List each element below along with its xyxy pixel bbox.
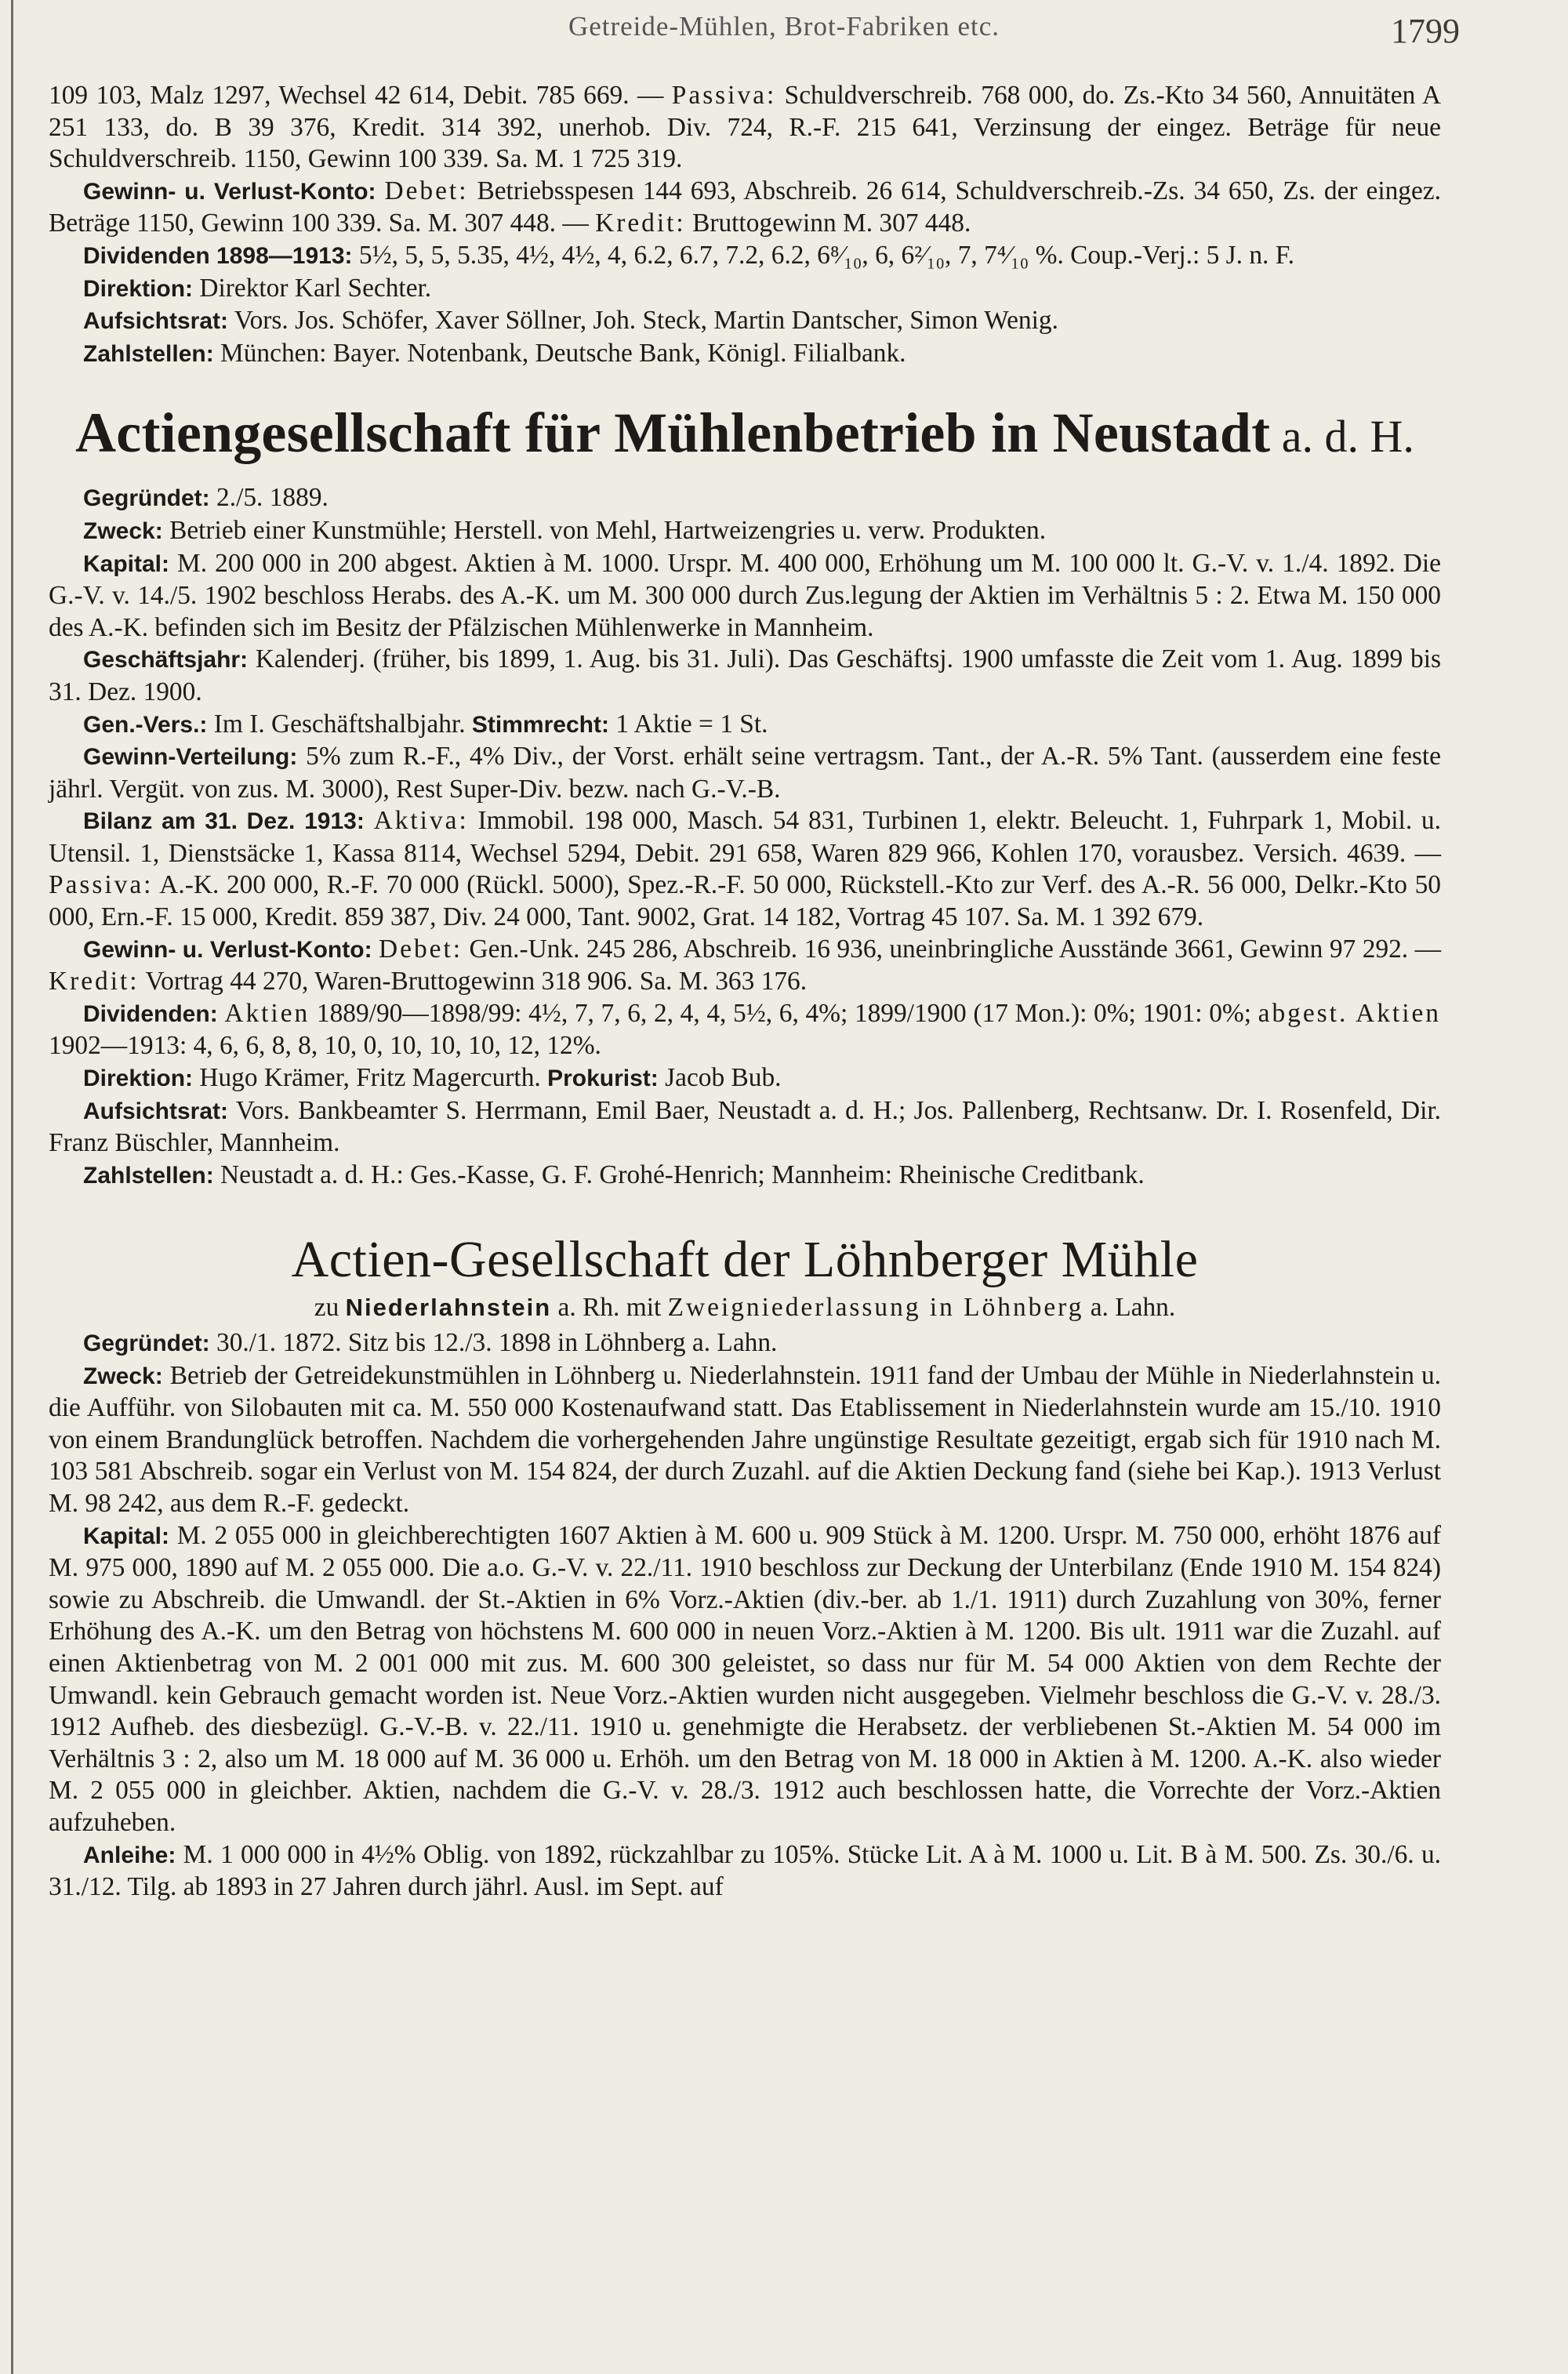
geschaeftsjahr-paragraph: Geschäftsjahr: Kalenderj. (früher, bis 1899, 1. Aug. bis 31. Juli). Das Geschäftsj. 1900 umfasste die Zeit vom 1. Aug. 1899 bis 31. Dez. 1900. <box>49 644 1441 706</box>
section-label: Gewinn-Verteilung: <box>83 744 298 771</box>
company-heading-neustadt: Actiengesellschaft für Mühlenbetrieb in Neustadt a. d. H. <box>75 401 1414 465</box>
prev-guv-paragraph: Gewinn- u. Verlust-Konto: Debet: Betriebsspesen 144 693, Abschreib. 26 614, Schuldverschreib.-Zs. 34 650, Zs. der eingez. Beträge 1150, Gewinn 100 339. Sa. M. 307 448. — Kredit: Bruttogewinn M. 307 448. <box>49 176 1441 238</box>
section-label: Zweck: <box>83 517 163 544</box>
direktion-paragraph: Direktion: Hugo Krämer, Fritz Magercurth. Prokurist: Jacob Bub. <box>83 1063 782 1093</box>
section-label: Zahlstellen: <box>83 1162 214 1189</box>
kapital-paragraph: Kapital: M. 2 055 000 in gleichberechtigten 1607 Aktien à M. 600 u. 909 Stück à M. 1200. Urspr. M. 750 000, erhöht 1876 auf M. 975 000, 1890 auf M. 2 055 000. Die a.o. G.-V. v. 22./11. 1910 beschloss zur Deckung der Unterbilanz (Ende 1910 M. 154 824) sowie zu Abschreib. die Umwandl. der St.-Aktien in 6% Vorz.-Aktien (div.-ber. ab 1./1. 1911) durch Zuzahlung von 30%, ferner Erhöhung des A.-K. um den Betrag von höchstens M. 600 000 in neuen Vorz.-Aktien à M. 1200. Bis ult. 1911 war die Zuzahl. auf einen Aktienbetrag von M. 2 001 000 mit zus. M. 600 300 geleistet, so dass nur für M. 54 000 Aktien von dem Rechte der Umwandl. kein Gebrauch gemacht worden ist. Neue Vorz.-Aktien wurden nicht ausgegeben. Vielmehr beschloss die G.-V. v. 28./3. 1912 Aufheb. des diesbezügl. G.-V.-B. v. 22./11. 1910 u. genehmigte die Herabsetz. der verbliebenen St.-Aktien M. 54 000 im Verhältnis 3 : 2, also um M. 18 000 auf M. 36 000 u. Erhöh. um den Betrag von M. 18 000 in Aktien à M. 1200. A.-K. also wieder M. 2 055 000 in gleichber. Aktien, nachdem die G.-V. v. 28./3. 1912 auch beschlossen hatte, die Vorrechte der Vorz.-Aktien aufzuheben. <box>49 1520 1441 1837</box>
section-label: Aufsichtsrat: <box>83 308 229 335</box>
section-label: Zweck: <box>83 1363 163 1389</box>
section-label: Anleihe: <box>83 1842 176 1868</box>
prev-dividenden-paragraph: Dividenden 1898—1913: 5½, 5, 5, 5.35, 4½, 4½, 4, 6.2, 6.7, 7.2, 6.2, 6⁸⁄₁₀, 6, 6²⁄₁₀, 7, 7⁴⁄₁₀ %. Coup.-Verj.: 5 J. n. F. <box>83 240 1294 270</box>
gegruendet-paragraph: Gegründet: 2./5. 1889. <box>83 483 328 513</box>
dividenden-paragraph: Dividenden: Aktien 1889/90—1898/99: 4½, 7, 7, 6, 2, 4, 4, 5½, 6, 4%; 1899/1900 (17 Mon.): 0%; 1901: 0%; abgest. Aktien 1902—1913: 4, 6, 6, 8, 8, 10, 0, 10, 10, 10, 12, 12%. <box>49 998 1441 1061</box>
section-label: Bilanz am 31. Dez. 1913: <box>83 808 365 835</box>
section-label: Kapital: <box>83 1523 170 1549</box>
section-label: Gegründet: <box>83 485 210 512</box>
company-subheading: zu Niederlahnstein a. Rh. mit Zweigniederlassung in Löhnberg a. Lahn. <box>314 1293 1176 1323</box>
section-label: Dividenden: <box>83 1000 218 1027</box>
running-title: Getreide-Mühlen, Brot-Fabriken etc. <box>568 11 1000 42</box>
body-text <box>49 80 1441 1904</box>
section-label: Dividenden 1898—1913: <box>83 242 353 269</box>
zweck-paragraph: Zweck: Betrieb der Getreidekunstmühlen in Löhnberg u. Niederlahnstein. 1911 fand der Umbau der Mühle in Niederlahnstein u. die Aufführ. von Silobauten mit ca. M. 550 000 Kostenaufwand statt. Das Etablissement in Niederlahnstein wurde am 15./10. 1910 von einem Brandunglück betroffen. Nachdem die vorhergehenden Jahre ungünstige Resultate gezeitigt, ergab sich für 1910 nach M. 103 581 Abschreib. sogar ein Verlust von M. 154 824, der durch Zuzahl. auf die Aktien Deckung fand (siehe bei Kap.). 1913 Verlust M. 98 242, aus dem R.-F. gedeckt. <box>49 1360 1441 1518</box>
section-label: Gewinn- u. Verlust-Konto: <box>83 936 372 963</box>
prev-zahlstellen-paragraph: Zahlstellen: München: Bayer. Notenbank, Deutsche Bank, Königl. Filialbank. <box>83 338 906 368</box>
section-label: Gewinn- u. Verlust-Konto: <box>83 178 376 205</box>
section-label: Aufsichtsrat: <box>83 1098 229 1124</box>
company-heading-loehnberg: Actien-Gesellschaft der Löhnberger Mühle <box>291 1231 1199 1289</box>
bilanz-paragraph: Bilanz am 31. Dez. 1913: Aktiva: Immobil. 198 000, Masch. 54 831, Turbinen 1, elektr. Beleucht. 1, Fuhrpark 1, Mobil. u. Utensil. 1, Dienstsäcke 1, Kassa 8114, Wechsel 5294, Debit. 291 658, Waren 829 966, Kohlen 170, vorausbez. Versich. 4639. — Passiva: A.-K. 200 000, R.-F. 70 000 (Rückl. 5000), Spez.-R.-F. 50 000, Rückstell.-Kto zur Verf. des A.-R. 56 000, Delkr.-Kto 50 000, Ern.-F. 15 000, Kredit. 859 387, Div. 24 000, Tant. 9002, Grat. 14 182, Vortrag 45 107. Sa. M. 1 392 679. <box>49 806 1441 932</box>
zahlstellen-paragraph: Zahlstellen: Neustadt a. d. H.: Ges.-Kasse, G. F. Grohé-Henrich; Mannheim: Rheinische Creditbank. <box>83 1160 1145 1189</box>
aufsichtsrat-paragraph: Aufsichtsrat: Vors. Bankbeamter S. Herrmann, Emil Baer, Neustadt a. d. H.; Jos. Pallenberg, Rechtsanw. Dr. I. Rosenfeld, Dir. Franz Büschler, Mannheim. <box>49 1095 1441 1158</box>
prev-balance-paragraph: 109 103, Malz 1297, Wechsel 42 614, Debit. 785 669. — Passiva: Schuldverschreib. 768 000, do. Zs.-Kto 34 560, Annuitäten A 251 133, do. B 39 376, Kredit. 314 392, unerhob. Div. 724, R.-F. 215 641, Verzinsung der eingez. Beträge für neue Schuldverschreib. 1150, Gewinn 100 339. Sa. M. 1 725 319. <box>49 81 1441 174</box>
section-label: Gegründet: <box>83 1330 210 1356</box>
passiva-label: Passiva: <box>671 81 777 110</box>
anleihe-paragraph: Anleihe: M. 1 000 000 in 4½% Oblig. von 1892, rückzahlbar zu 105%. Stücke Lit. A à M. 1000 u. Lit. B à M. 500. Zs. 30./6. u. 31./12. Tilg. ab 1893 in 27 Jahren durch jährl. Ausl. im Sept. auf <box>49 1839 1441 1902</box>
guv-paragraph: Gewinn- u. Verlust-Konto: Debet: Gen.-Unk. 245 286, Abschreib. 16 936, uneinbringliche Ausstände 3661, Gewinn 97 292. — Kredit: Vortrag 44 270, Waren-Bruttogewinn 318 906. Sa. M. 363 176. <box>49 934 1441 996</box>
section-label: Zahlstellen: <box>83 340 214 367</box>
section-label: Prokurist: <box>547 1065 659 1092</box>
section-label: Geschäftsjahr: <box>83 647 249 673</box>
kapital-paragraph: Kapital: M. 200 000 in 200 abgest. Aktien à M. 1000. Urspr. M. 400 000, Erhöhung um M. 100 000 lt. G.-V. v. 1./4. 1892. Die G.-V. v. 14./5. 1902 beschloss Herabs. des A.-K. um M. 300 000 durch Zus.legung der Aktien im Verhältnis 5 : 2. Etwa M. 150 000 des A.-K. befinden sich im Besitz der Pfälzischen Mühlenwerke in Mannheim. <box>49 548 1441 642</box>
section-label: Gen.-Vers.: <box>83 711 208 738</box>
section-label: Kapital: <box>83 550 170 577</box>
gewinnverteilung-paragraph: Gewinn-Verteilung: 5% zum R.-F., 4% Div., der Vorst. erhält seine vertragsm. Tant., der A.-R. 5% Tant. (ausserdem eine feste jährl. Vergüt. von zus. M. 3000), Rest Super-Div. bezw. nach G.-V.-B. <box>49 742 1441 804</box>
section-label: Direktion: <box>83 275 194 302</box>
prev-aufsichtsrat-paragraph: Aufsichtsrat: Vors. Jos. Schöfer, Xaver Söllner, Joh. Steck, Martin Dantscher, Simon Wenig. <box>83 306 1058 336</box>
page-number: 1799 <box>1391 12 1460 50</box>
section-label: Direktion: <box>83 1065 194 1092</box>
prev-direktion-paragraph: Direktion: Direktor Karl Sechter. <box>83 273 432 303</box>
genvers-paragraph: Gen.-Vers.: Im I. Geschäftshalbjahr. Stimmrecht: 1 Aktie = 1 St. <box>83 709 768 739</box>
running-head <box>0 11 1568 50</box>
zweck-paragraph: Zweck: Betrieb einer Kunstmühle; Herstell. von Mehl, Hartweizengries u. verw. Produkten. <box>83 515 1047 545</box>
section-label: Stimmrecht: <box>471 711 609 738</box>
binding-edge-line <box>11 0 13 2374</box>
gegruendet-paragraph: Gegründet: 30./1. 1872. Sitz bis 12./3. 1898 in Löhnberg a. Lahn. <box>83 1328 778 1357</box>
